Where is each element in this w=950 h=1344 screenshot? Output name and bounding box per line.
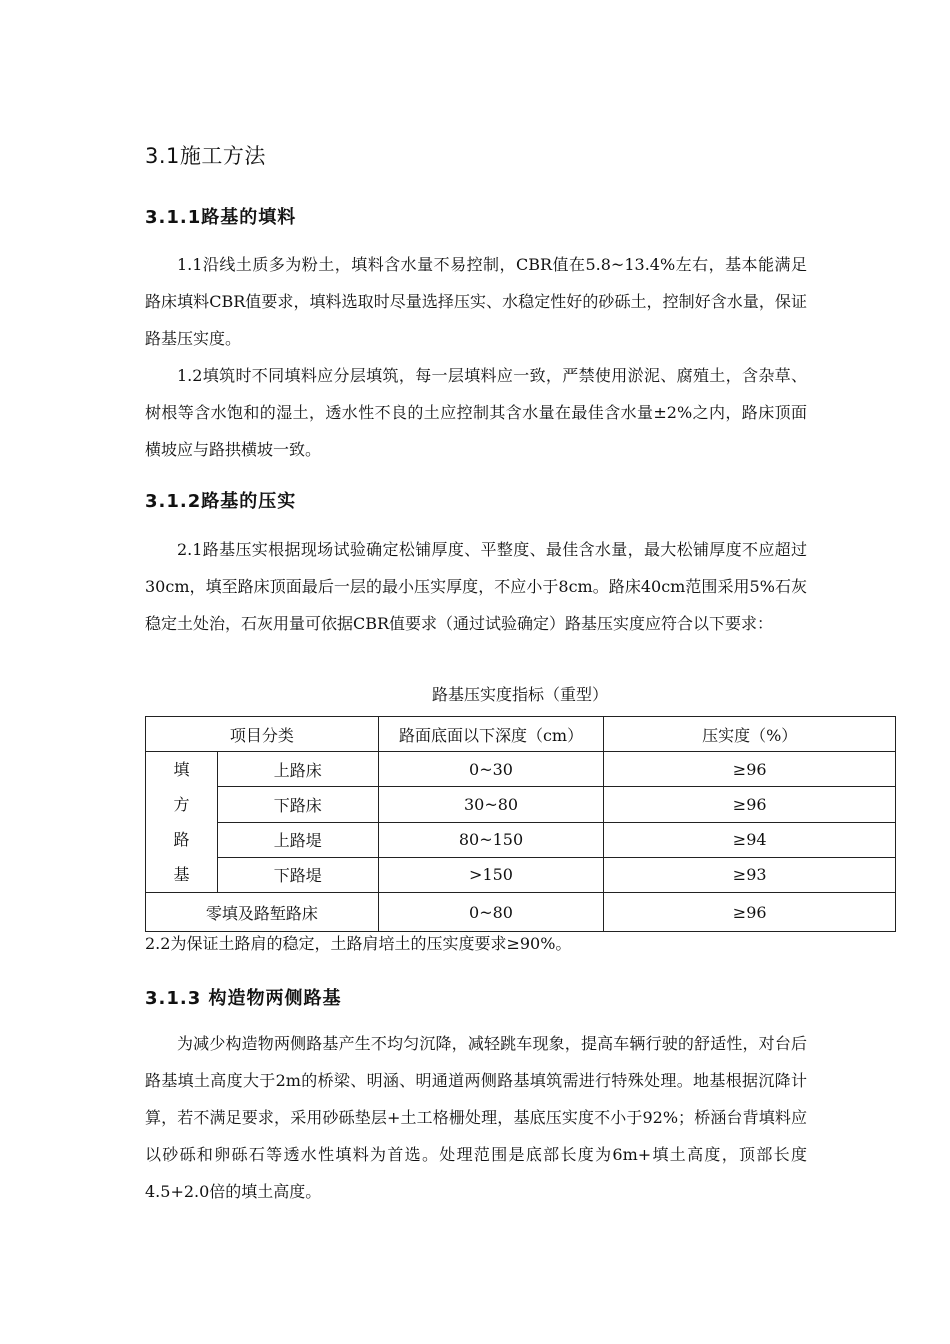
fill-subgrade-group-label: 填 方 路 基 [146, 752, 218, 893]
table-row [146, 822, 896, 857]
cell-depth: 80~150 [378, 822, 604, 857]
compaction-table [145, 716, 896, 932]
subsection-heading-fill: 3.1.1路基的填料 [145, 207, 297, 228]
header-depth: 路面底面以下深度（cm） [378, 717, 604, 752]
subsection-heading-compaction: 3.1.2路基的压实 [145, 491, 297, 512]
cell-item: 下路堤 [217, 857, 378, 892]
cell-item: 零填及路堑路床 [146, 893, 379, 932]
header-compaction: 压实度（%） [604, 717, 896, 752]
cell-depth: 30~80 [378, 787, 604, 822]
cell-item: 上路堤 [217, 822, 378, 857]
cell-item: 下路床 [217, 787, 378, 822]
paragraph-2-2: 2.2为保证土路肩的稳定，土路肩培土的压实度要求≥90%。 [145, 934, 572, 953]
cell-compaction: ≥96 [604, 787, 896, 822]
table-row [146, 787, 896, 822]
section-title: 3.1施工方法 [145, 144, 266, 168]
cell-compaction: ≥94 [604, 822, 896, 857]
cell-compaction: ≥96 [604, 893, 896, 932]
subsection-heading-structures: 3.1.3 构造物两侧路基 [145, 988, 342, 1009]
header-item-category: 项目分类 [146, 717, 379, 752]
paragraph-2-1: 2.1路基压实根据现场试验确定松铺厚度、平整度、最佳含水量，最大松铺厚度不应超过30cm，填至路床顶面最后一层的最小压实厚度，不应小于8cm。路床40cm范围采用5%石灰稳定土处治，石灰用量可依据CBR值要求（通过试验确定）路基压实度应符合以下要求： [145, 540, 807, 633]
table-row [146, 857, 896, 892]
table-header-row [146, 717, 896, 752]
paragraph-1-2: 1.2填筑时不同填料应分层填筑，每一层填料应一致，严禁使用淤泥、腐殖土，含杂草、树根等含水饱和的湿土，透水性不良的土应控制其含水量在最佳含水量±2%之内，路床顶面横坡应与路拱横坡一致。 [145, 366, 807, 459]
cell-depth: >150 [378, 857, 604, 892]
table-row [146, 752, 896, 787]
cell-compaction: ≥96 [604, 752, 896, 787]
cell-compaction: ≥93 [604, 857, 896, 892]
paragraph-1-1: 1.1沿线土质多为粉土，填料含水量不易控制，CBR值在5.8~13.4%左右，基本能满足路床填料CBR值要求，填料选取时尽量选择压实、水稳定性好的砂砾土，控制好含水量，保证路基压实度。 [145, 255, 807, 348]
table-caption: 路基压实度指标（重型） [431, 685, 608, 704]
cell-depth: 0~30 [378, 752, 604, 787]
cell-depth: 0~80 [378, 893, 604, 932]
paragraph-3-1: 为减少构造物两侧路基产生不均匀沉降，减轻跳车现象，提高车辆行驶的舒适性，对台后路基填土高度大于2m的桥梁、明涵、明通道两侧路基填筑需进行特殊处理。地基根据沉降计算，若不满足要求，采用砂砾垫层+土工格栅处理，基底压实度不小于92%；桥涵台背填料应以砂砾和卵砾石等透水性填料为首选。处理范围是底部长度为6m+填土高度，顶部长度4.5+2.0倍的填土高度。 [145, 1034, 807, 1201]
table-row [146, 893, 896, 932]
cell-item: 上路床 [217, 752, 378, 787]
